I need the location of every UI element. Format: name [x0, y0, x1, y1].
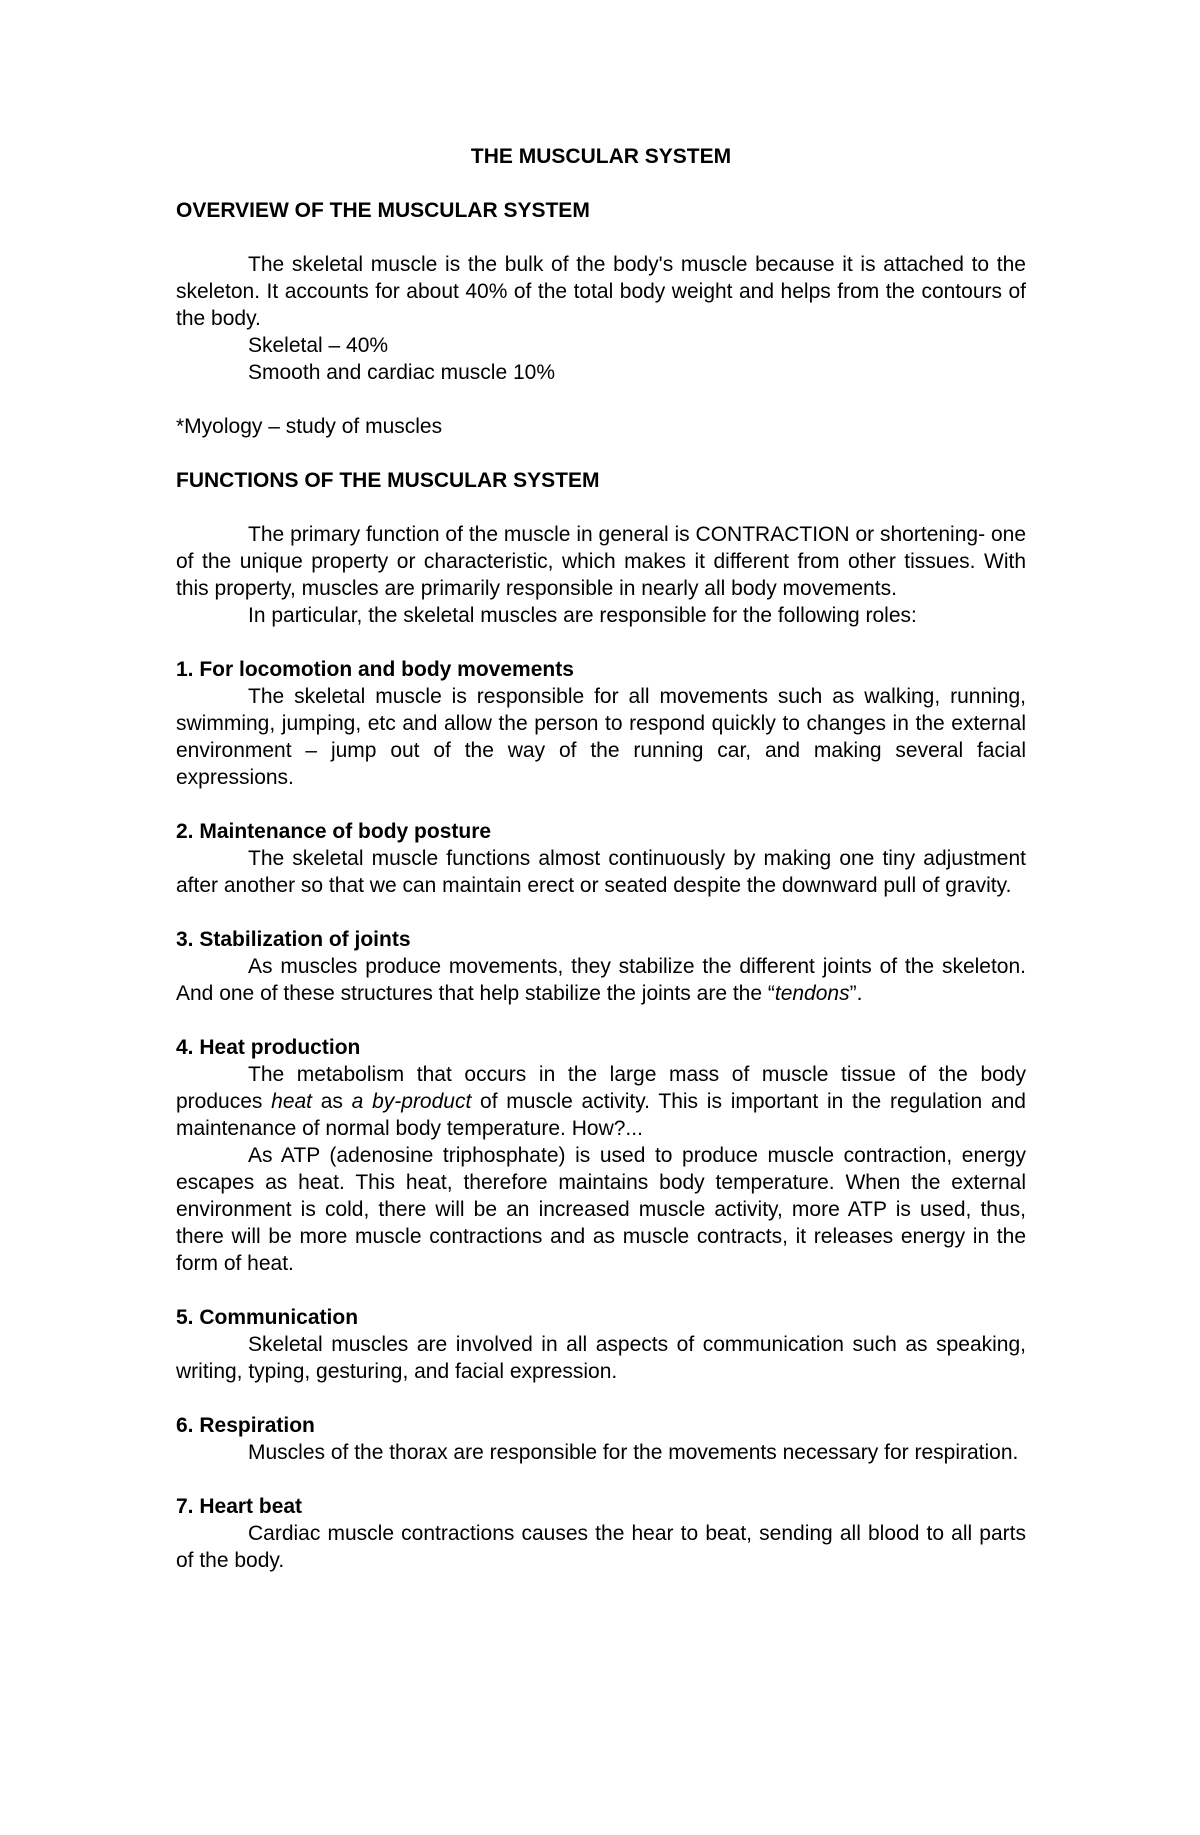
- spacer: [176, 386, 1026, 413]
- function-heading-posture: 2. Maintenance of body posture: [176, 820, 492, 843]
- function-text-stabilization: [176, 953, 1026, 1007]
- function-heading-locomotion: 1. For locomotion and body movements: [176, 658, 574, 681]
- function-text-locomotion: The skeletal muscle is responsible for all movements such as walking, running, swimming, jumping, etc and allow the person to respond quickly to changes in the external environment – jump out of the way of the running car, and making several facial expressions.: [176, 685, 1026, 789]
- stabilization-text-end: ”.: [849, 982, 863, 1005]
- spacer: [176, 1385, 1026, 1412]
- spacer: [176, 440, 1026, 467]
- myology-note: *Myology – study of muscles: [176, 415, 443, 438]
- document-title: THE MUSCULAR SYSTEM: [470, 145, 732, 168]
- function-text-heartbeat: Cardiac muscle contractions causes the hear to beat, sending all blood to all parts of the body.: [176, 1522, 1026, 1572]
- overview-paragraph: The skeletal muscle is the bulk of the body's muscle because it is attached to the skeleton. It accounts for about 40% of the total body weight and helps from the contours of the body.: [176, 253, 1026, 330]
- function-heading-heartbeat: 7. Heart beat: [176, 1495, 303, 1518]
- byproduct-term: a by-product: [351, 1090, 472, 1113]
- spacer: [176, 629, 1026, 656]
- roles-lead: In particular, the skeletal muscles are responsible for the following roles:: [248, 604, 917, 627]
- heat-term: heat: [271, 1090, 313, 1113]
- stabilization-text-start: As muscles produce movements, they stabilize the different joints of the skeleton. And one of these structures that help stabilize the joints are the “: [176, 955, 1026, 1005]
- function-text-respiration: Muscles of the thorax are responsible for the movements necessary for respiration.: [248, 1441, 1019, 1464]
- overview-heading: OVERVIEW OF THE MUSCULAR SYSTEM: [176, 199, 590, 222]
- spacer: [176, 1007, 1026, 1034]
- function-text-heat: [176, 1061, 1026, 1142]
- heat-text-a: The metabolism that occurs in the large mass of muscle tissue of the body produces: [176, 1063, 1026, 1113]
- function-heading-heat: 4. Heat production: [176, 1036, 361, 1059]
- document-body: [176, 143, 1026, 1574]
- tendons-term: tendons: [774, 982, 850, 1005]
- heat-text-c: of muscle activity. This is important in the regulation and maintenance of normal body temperature. How?...: [176, 1090, 1026, 1140]
- spacer: [176, 1466, 1026, 1493]
- skeletal-percentage: Skeletal – 40%: [248, 334, 389, 357]
- function-heading-communication: 5. Communication: [176, 1306, 359, 1329]
- smooth-cardiac-percentage: Smooth and cardiac muscle 10%: [248, 361, 555, 384]
- functions-intro: The primary function of the muscle in general is CONTRACTION or shortening- one of the unique property or characteristic, which makes it different from other tissues. With this property, muscles are primarily responsible in nearly all body movements.: [176, 523, 1026, 600]
- functions-heading: FUNCTIONS OF THE MUSCULAR SYSTEM: [176, 469, 600, 492]
- spacer: [176, 1277, 1026, 1304]
- function-text-posture: The skeletal muscle functions almost continuously by making one tiny adjustment after another so that we can maintain erect or seated despite the downward pull of gravity.: [176, 847, 1026, 897]
- spacer: [176, 791, 1026, 818]
- heat-text-b: as: [312, 1090, 352, 1113]
- function-heading-stabilization: 3. Stabilization of joints: [176, 928, 411, 951]
- function-text-communication: Skeletal muscles are involved in all aspects of communication such as speaking, writing, typing, gesturing, and facial expression.: [176, 1333, 1026, 1383]
- function-text-heat-atp: As ATP (adenosine triphosphate) is used to produce muscle contraction, energy escapes as heat. This heat, therefore maintains body temperature. When the external environment is cold, there will be an increased muscle activity, more ATP is used, thus, there will be more muscle contractions and as muscle contracts, it releases energy in the form of heat.: [176, 1144, 1026, 1275]
- spacer: [176, 899, 1026, 926]
- function-heading-respiration: 6. Respiration: [176, 1414, 315, 1437]
